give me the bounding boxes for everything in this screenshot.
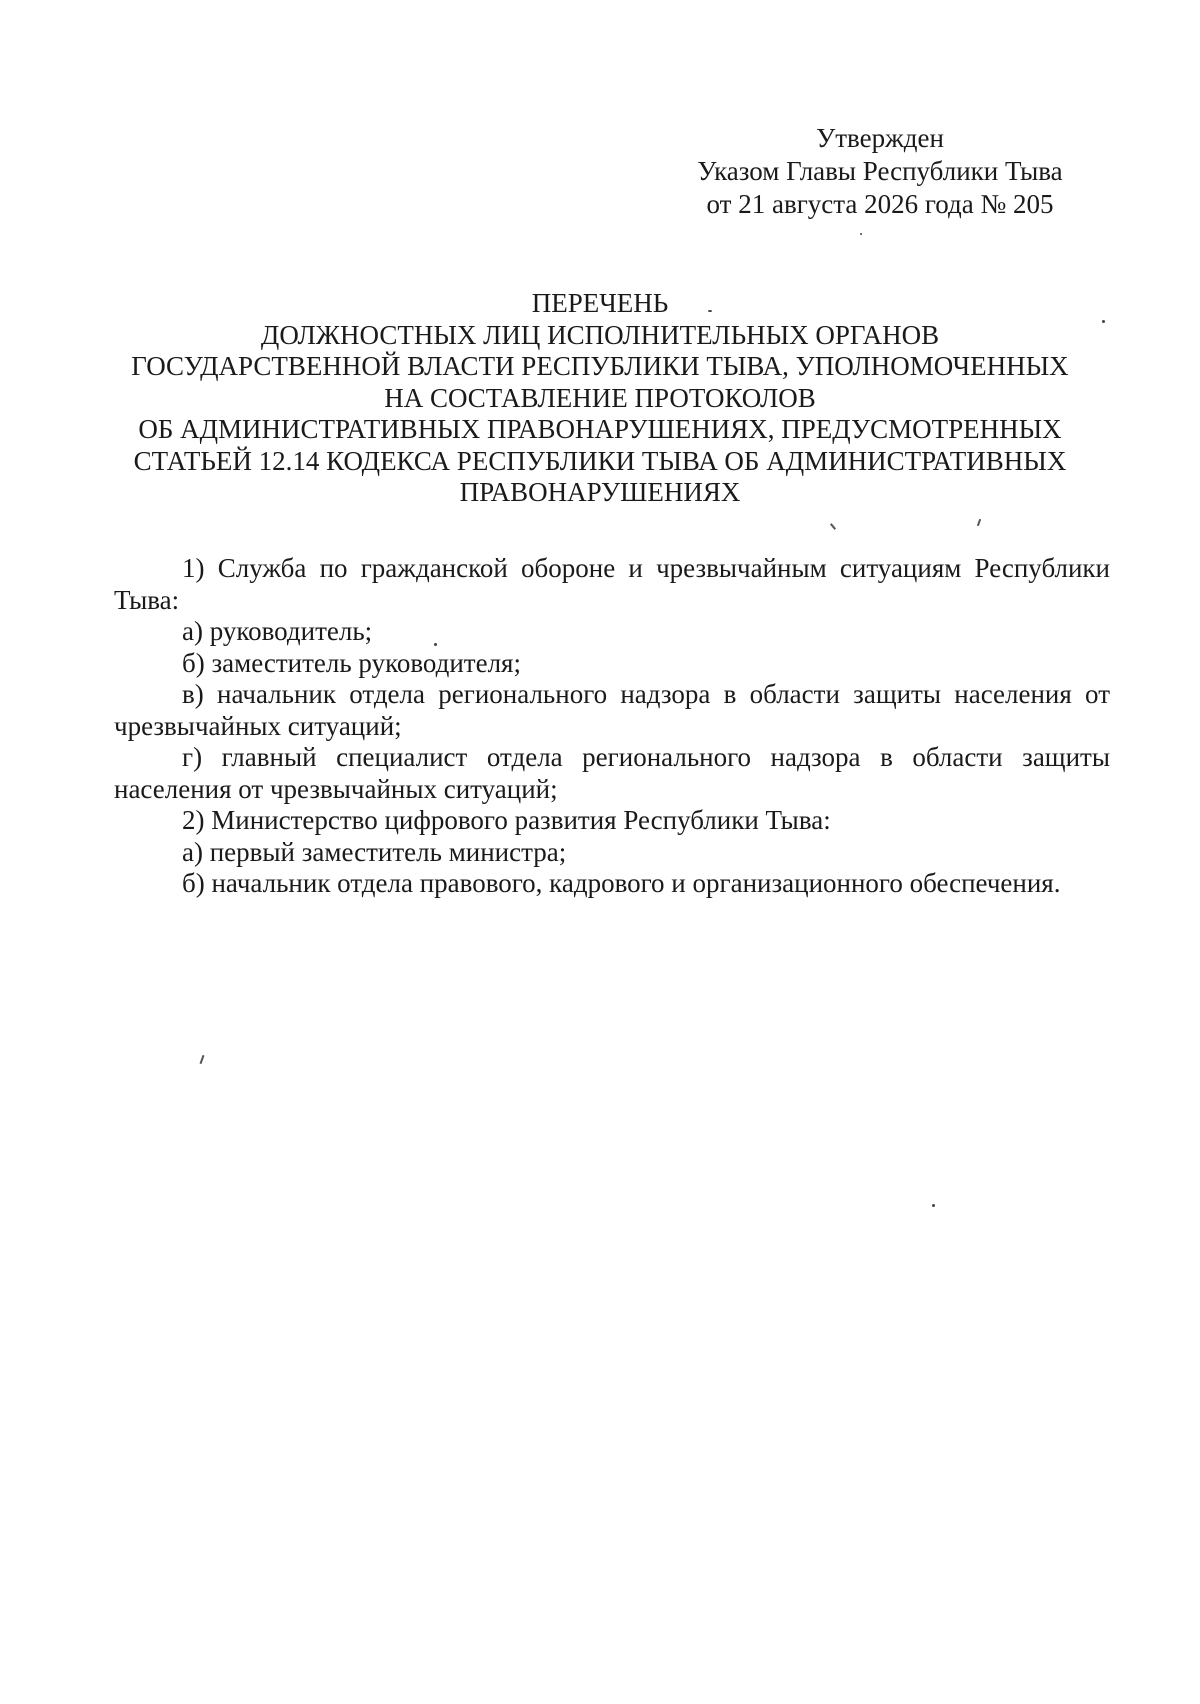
document-heading xyxy=(100,288,1100,509)
heading-title: ПЕРЕЧЕНЬ xyxy=(531,288,669,318)
scan-speck xyxy=(1102,320,1105,323)
list-item: а) первый заместитель министра; xyxy=(182,836,567,867)
scan-speck xyxy=(708,310,712,312)
document-body xyxy=(114,553,1110,900)
scan-speck xyxy=(434,643,437,646)
scan-speck xyxy=(932,1204,935,1207)
scan-speck xyxy=(860,233,862,235)
heading-line: ПРАВОНАРУШЕНИЯХ xyxy=(459,477,741,507)
scan-mark xyxy=(200,1055,205,1064)
heading-line: НА СОСТАВЛЕНИЕ ПРОТОКОЛОВ xyxy=(384,382,816,413)
approval-date-number: от 21 августа 2026 года № 205 xyxy=(706,189,1054,219)
list-item: г) главный специалист отдела регионального надзора в области защиты населения от чрезвычайных ситуаций; xyxy=(114,742,1110,804)
approval-issuer: Указом Главы Республики Тыва xyxy=(697,156,1063,186)
list-item-section-1: 1) Служба по гражданской обороне и чрезвычайным ситуациям Республики Тыва: xyxy=(114,553,1110,615)
scan-mark xyxy=(830,523,836,530)
heading-line: СТАТЬЕЙ 12.14 КОДЕКСА РЕСПУБЛИКИ ТЫВА ОБ АДМИНИСТРАТИВНЫХ xyxy=(133,445,1067,476)
heading-line: ДОЛЖНОСТНЫХ ЛИЦ ИСПОЛНИТЕЛЬНЫХ ОРГАНОВ xyxy=(260,319,940,350)
list-item: в) начальник отдела регионального надзора в области защиты населения от чрезвычайных ситуаций; xyxy=(114,679,1110,741)
list-item: а) руководитель; xyxy=(182,616,373,646)
approval-title: Утвержден xyxy=(816,123,944,153)
heading-line: ГОСУДАРСТВЕННОЙ ВЛАСТИ РЕСПУБЛИКИ ТЫВА, УПОЛНОМОЧЕННЫХ xyxy=(131,351,1069,381)
list-item: б) заместитель руководителя; xyxy=(182,647,521,678)
list-item-section-2: 2) Министерство цифрового развития Республики Тыва: xyxy=(182,805,831,835)
heading-line: ОБ АДМИНИСТРАТИВНЫХ ПРАВОНАРУШЕНИЯХ, ПРЕДУСМОТРЕННЫХ xyxy=(138,414,1062,444)
scan-mark xyxy=(977,519,981,526)
approval-block xyxy=(640,122,1120,221)
list-item: б) начальник отдела правового, кадрового и организационного обеспечения. xyxy=(182,868,1061,898)
